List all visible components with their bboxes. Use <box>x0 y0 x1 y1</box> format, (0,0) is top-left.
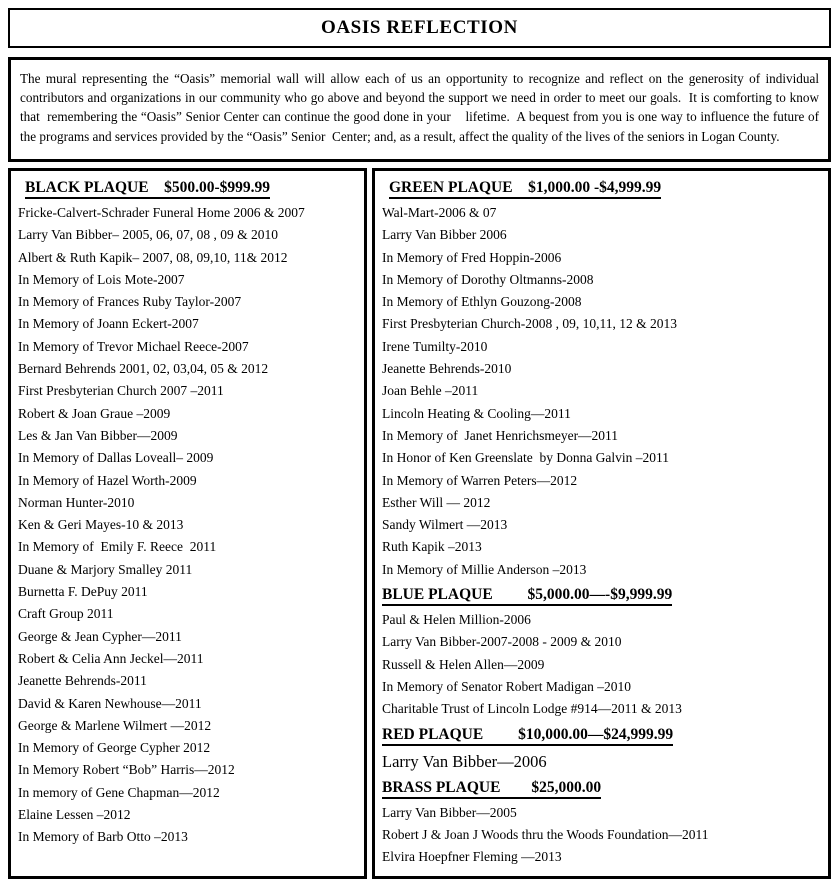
donor-entry: George & Jean Cypher—2011 <box>18 628 182 644</box>
donor-entry: Duane & Marjory Smalley 2011 <box>18 561 193 577</box>
plaque-section-header-text: RED PLAQUE $10,000.00—$24,999.99 <box>382 726 673 746</box>
donor-entry: Charitable Trust of Lincoln Lodge #914—2011 & 2013 <box>382 701 682 717</box>
right-column <box>372 168 831 879</box>
plaque-section-header <box>25 177 360 198</box>
donor-entry: In Memory of Emily F. Reece 2011 <box>18 539 217 555</box>
donor-entry: In Memory of Dallas Loveall– 2009 <box>18 450 214 466</box>
donor-entry: George & Marlene Wilmert —2012 <box>18 717 212 733</box>
plaque-columns <box>8 168 831 879</box>
donor-entry: In Memory of Millie Anderson –2013 <box>382 561 587 577</box>
donor-entry: Esther Will — 2012 <box>382 494 491 510</box>
donor-entry: In Memory of Janet Henrichsmeyer—2011 <box>382 427 619 443</box>
donor-entry: David & Karen Newhouse—2011 <box>18 695 202 711</box>
donor-entry: Elaine Lessen –2012 <box>18 807 131 823</box>
donor-entry: In memory of Gene Chapman—2012 <box>18 784 220 800</box>
donor-entry: First Presbyterian Church-2008 , 09, 10,11, 12 & 2013 <box>382 316 677 332</box>
plaque-section-header-text: BLUE PLAQUE $5,000.00—-$9,999.99 <box>382 586 672 606</box>
donor-entry: Paul & Helen Million-2006 <box>382 612 531 628</box>
donor-entry: In Memory of Ethlyn Gouzong-2008 <box>382 294 582 310</box>
donor-entry: Russell & Helen Allen—2009 <box>382 656 545 672</box>
donor-entry: Larry Van Bibber—2006 <box>382 751 547 771</box>
donor-entry: In Memory of Dorothy Oltmanns-2008 <box>382 271 594 287</box>
donor-entry: Ken & Geri Mayes-10 & 2013 <box>18 517 184 533</box>
donor-entry: Jeanette Behrends-2011 <box>18 673 147 689</box>
donor-entry: Robert & Celia Ann Jeckel—2011 <box>18 650 204 666</box>
donor-entry: Irene Tumilty-2010 <box>382 338 488 354</box>
donor-entry: Norman Hunter-2010 <box>18 494 135 510</box>
donor-entry: Robert & Joan Graue –2009 <box>18 405 171 421</box>
donor-entry: Larry Van Bibber 2006 <box>382 227 507 243</box>
donor-entry: Sandy Wilmert —2013 <box>382 517 508 533</box>
donor-entry: Craft Group 2011 <box>18 606 114 622</box>
donor-entry: In Honor of Ken Greenslate by Donna Galvin –2011 <box>382 450 670 466</box>
donor-entry: In Memory of Frances Ruby Taylor-2007 <box>18 294 242 310</box>
donor-entry: Joan Behle –2011 <box>382 383 479 399</box>
donor-entry: Jeanette Behrends-2010 <box>382 361 512 377</box>
donor-entry: Burnetta F. DePuy 2011 <box>18 584 148 600</box>
donor-entry: Lincoln Heating & Cooling—2011 <box>382 405 571 421</box>
donor-entry: In Memory of Warren Peters—2012 <box>382 472 578 488</box>
donor-entry: In Memory of Fred Hoppin-2006 <box>382 249 562 265</box>
donor-entry: Les & Jan Van Bibber—2009 <box>18 427 178 443</box>
donor-entry: In Memory of Barb Otto –2013 <box>18 829 188 845</box>
donor-entry: Robert J & Joan J Woods thru the Woods Foundation—2011 <box>382 826 709 842</box>
plaque-section-header-text: BRASS PLAQUE $25,000.00 <box>382 779 601 799</box>
donor-entry: In Memory of Lois Mote-2007 <box>18 271 185 287</box>
plaque-section-header-text: GREEN PLAQUE $1,000.00 -$4,999.99 <box>389 179 661 199</box>
donor-entry: Elvira Hoepfner Fleming —2013 <box>382 849 562 865</box>
plaque-section-header <box>382 777 824 798</box>
donor-entry: In Memory of Senator Robert Madigan –2010 <box>382 678 631 694</box>
donor-entry: In Memory Robert “Bob” Harris—2012 <box>18 762 235 778</box>
donor-entry: In Memory of George Cypher 2012 <box>18 740 211 756</box>
donor-entry: Fricke-Calvert-Schrader Funeral Home 2006 & 2007 <box>18 205 305 220</box>
donor-entry: First Presbyterian Church 2007 –2011 <box>18 383 224 399</box>
donor-entry: Bernard Behrends 2001, 02, 03,04, 05 & 2012 <box>18 361 269 377</box>
plaque-section-header <box>382 584 824 605</box>
plaque-section-header-text: BLACK PLAQUE $500.00-$999.99 <box>25 179 270 199</box>
plaque-section-header <box>382 724 824 745</box>
donor-entry: In Memory of Joann Eckert-2007 <box>18 316 199 332</box>
left-column <box>8 168 367 879</box>
donor-entry: Ruth Kapik –2013 <box>382 539 482 555</box>
intro-box <box>8 57 831 162</box>
donor-entry: Larry Van Bibber– 2005, 06, 07, 08 , 09 & 2010 <box>18 227 278 243</box>
donor-entry: Wal-Mart-2006 & 07 <box>382 205 497 220</box>
title-box <box>8 8 831 48</box>
donor-entry: Albert & Ruth Kapik– 2007, 08, 09,10, 11& 2012 <box>18 249 288 265</box>
plaque-section-header <box>389 177 824 198</box>
donor-entry: In Memory of Trevor Michael Reece-2007 <box>18 338 249 354</box>
donor-entry: Larry Van Bibber—2005 <box>382 804 517 820</box>
donor-entry: In Memory of Hazel Worth-2009 <box>18 472 197 488</box>
intro-paragraph: The mural representing the “Oasis” memorial wall will allow each of us an opportunity to recognize and reflect on the generosity of individual contributors and organizations in our community who go above and beyond the support we need in order to meet our goals. It is comforting to know that remembering the “Oasis” Senior Center can continue the good done in your lifetime. A bequest from you is one way to influence the future of the programs and services provided by the “Oasis” Senior Center; and, as a result, affect the quality of the lives of the seniors in Logan County. <box>20 71 823 144</box>
page-title: OASIS REFLECTION <box>320 17 518 38</box>
donor-entry: Larry Van Bibber-2007-2008 - 2009 & 2010 <box>382 634 622 650</box>
